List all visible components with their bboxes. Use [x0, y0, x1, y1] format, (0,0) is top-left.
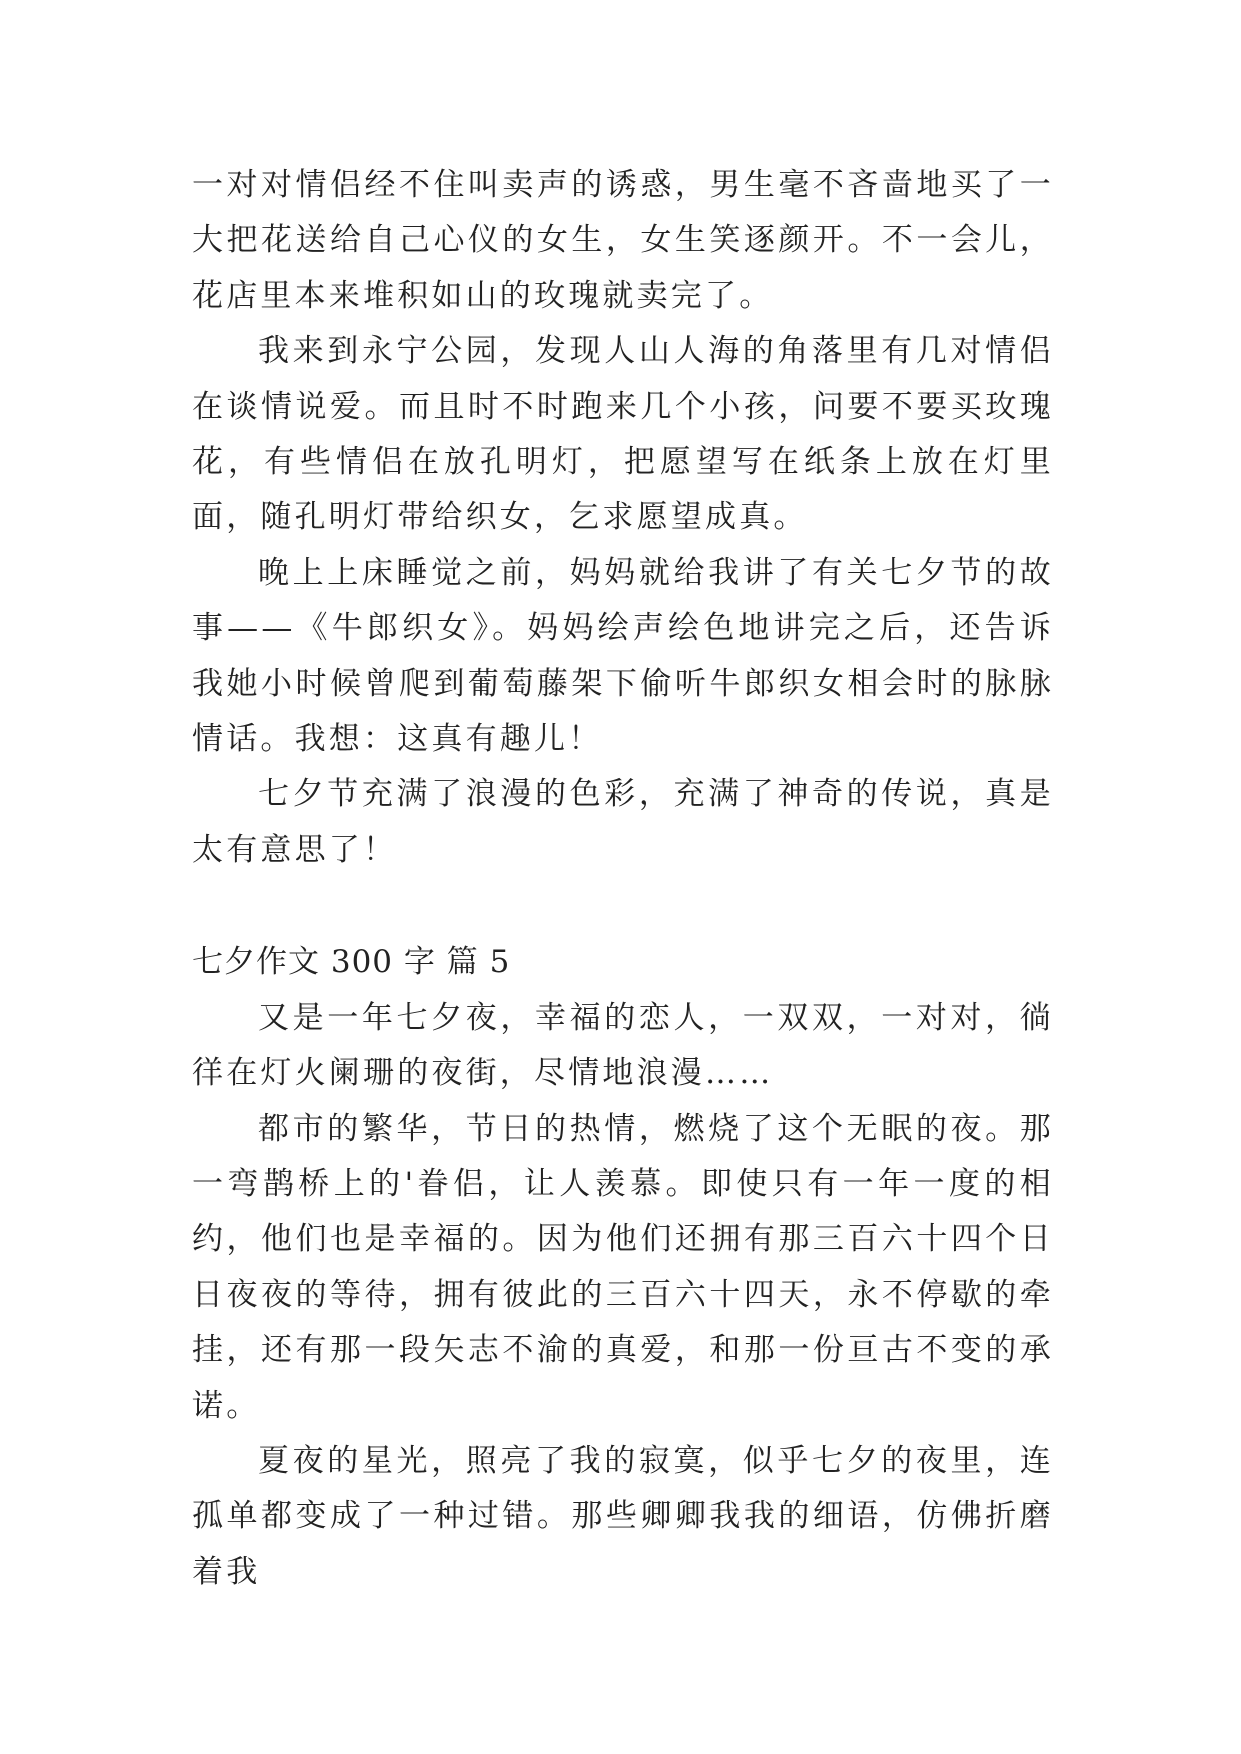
- paragraph-1: 一对对情侣经不住叫卖声的诱惑，男生毫不吝啬地买了一大把花送给自己心仪的女生，女生笑逐颜开。不一会儿，花店里本来堆积如山的玫瑰就卖完了。: [192, 167, 1054, 314]
- paragraph-2: 我来到永宁公园，发现人山人海的角落里有几对情侣在谈情说爱。而且时不时跑来几个小孩，问要不要买玫瑰花，有些情侣在放孔明灯，把愿望写在纸条上放在灯里面，随孔明灯带给织女，乞求愿望成真。: [192, 333, 1054, 536]
- paragraph-3: 晚上上床睡觉之前，妈妈就给我讲了有关七夕节的故事——《牛郎织女》。妈妈绘声绘色地讲完之后，还告诉我她小时候曾爬到葡萄藤架下偷听牛郎织女相会时的脉脉情话。我想：这真有趣儿！: [192, 554, 1054, 758]
- document-body: [192, 158, 1054, 1600]
- paragraph-4: 七夕节充满了浪漫的色彩，充满了神奇的传说，真是太有意思了！: [192, 776, 1054, 868]
- section-heading: 七夕作文 300 字 篇 5: [192, 944, 511, 981]
- section-gap: [192, 878, 1054, 935]
- paragraph-6: 都市的繁华，节日的热情，燃烧了这个无眠的夜。那一弯鹊桥上的'眷侣，让人羡慕。即使只有一年一度的相约，他们也是幸福的。因为他们还拥有那三百六十四个日日夜夜的等待，拥有彼此的三百六十四天，永不停歇的牵挂，还有那一段矢志不渝的真爱，和那一份亘古不变的承诺。: [192, 1110, 1054, 1424]
- paragraph-5: 又是一年七夕夜，幸福的恋人，一双双，一对对，徜徉在灯火阑珊的夜街，尽情地浪漫……: [192, 999, 1054, 1092]
- paragraph-7: 夏夜的星光，照亮了我的寂寞，似乎七夕的夜里，连孤单都变成了一种过错。那些卿卿我我的细语，仿佛折磨着我: [192, 1442, 1054, 1590]
